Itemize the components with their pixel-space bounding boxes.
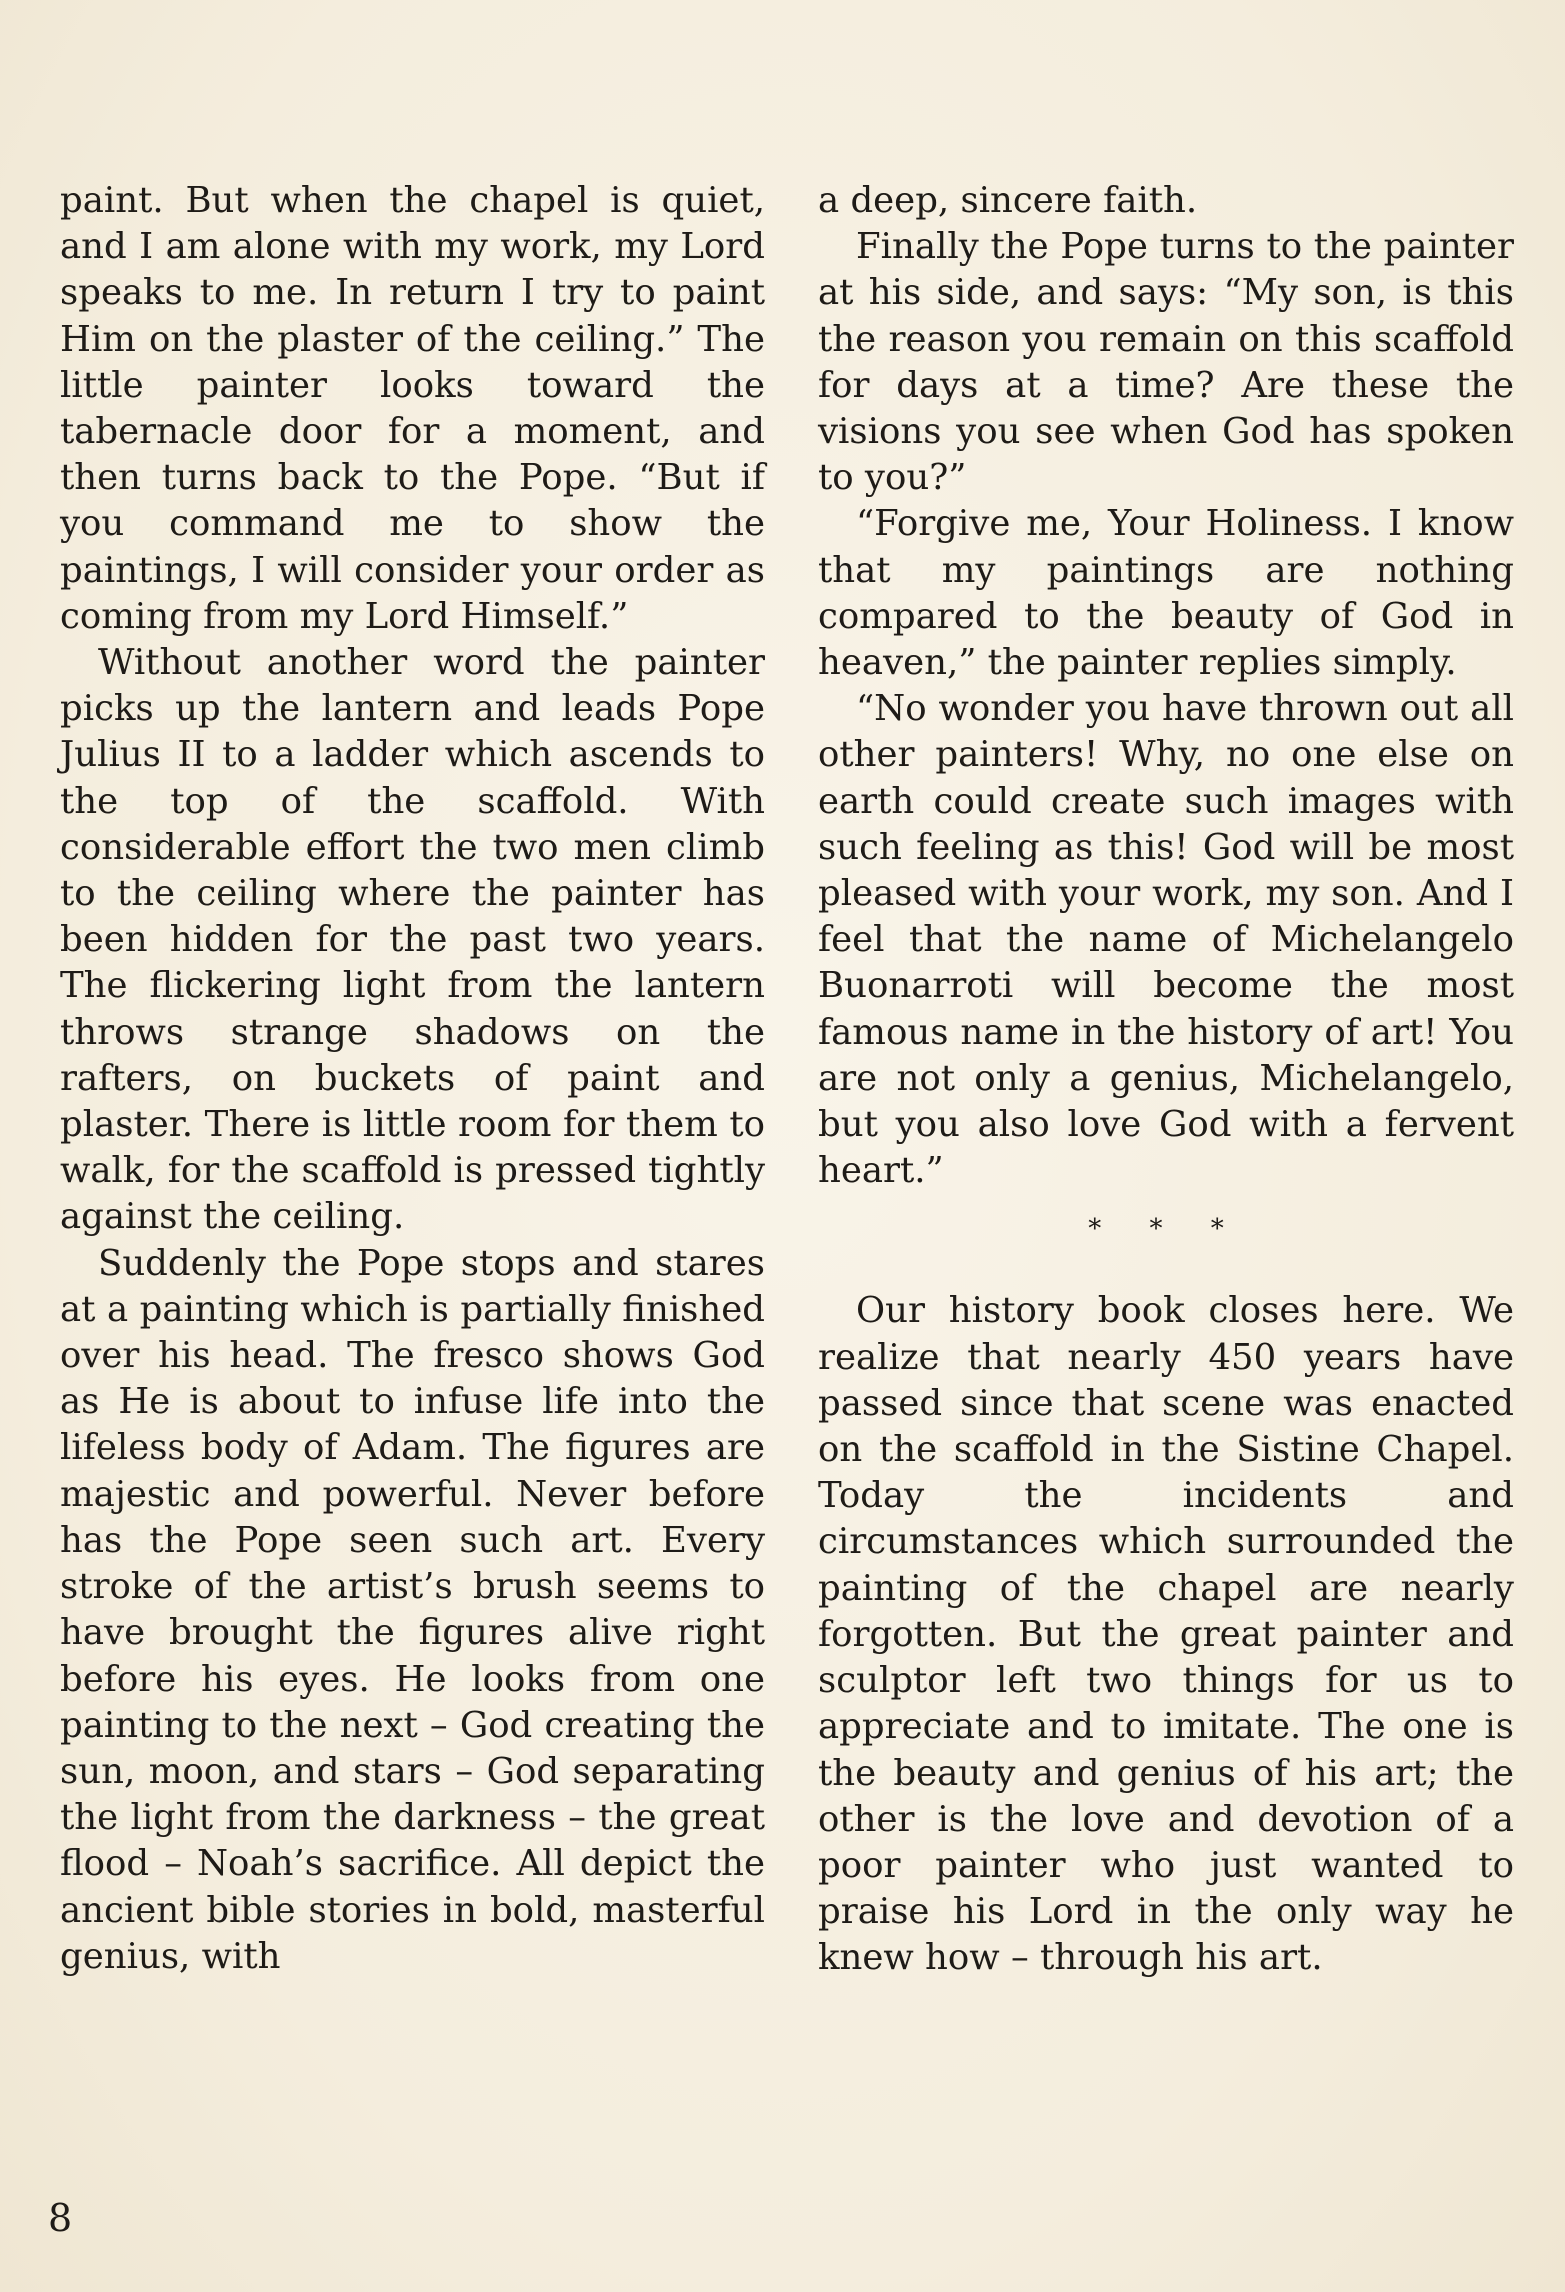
paragraph: Suddenly the Pope stops and stares at a painting which is partially finished over his head. The fresco shows God as He is about to infuse life into the lifeless body of Adam. The figures are majestic and powerful. Never before has the Pope seen such art. Every stroke of the artist’s brush seems to have brought the figures alive right before his eyes. He looks from one painting to the next – God creating the sun, moon, and stars – God separating the light from the darkness – the great flood – Noah’s sacrifice. All depict the ancient bible stories in bold, masterful genius, with	[60, 1242, 765, 1977]
page-number: 8	[48, 2196, 73, 2240]
paragraph: paint. But when the chapel is quiet, and I am alone with my work, my Lord speaks to me. In return I try to paint Him on the plaster of the ceiling.” The little painter looks toward the tabernacle door for a moment, and then turns back to the Pope. “But if you command me to show the paintings, I will consider your order as coming from my Lord Himself.”	[60, 180, 765, 637]
closing-paragraph: Our history book closes here. We realize that nearly 450 years have passed since that scene was enacted on the scaffold in the Sistine Chapel. Today the incidents and circumstances which surrounded the painting of the chapel are nearly forgotten. But the great painter and sculptor left two things for us to appreciate and to imitate. The one is the beauty and genius of his art; the other is the love and devotion of a poor painter who just wanted to praise his Lord in the only way he knew how – through his art.	[818, 1290, 1514, 1979]
paragraph: Finally the Pope turns to the painter at his side, and says: “My son, is this the reason you remain on this scaffold for days at a time? Are these the visions you see when God has spoken to you?”	[818, 226, 1514, 499]
paragraph: Without another word the painter picks up the lantern and leads Pope Julius II to a ladder which ascends to the top of the scaffold. With considerable effort the two men climb to the ceiling where the painter has been hidden for the past two years. The flickering light from the lantern throws strange shadows on the rafters, on buckets of paint and plaster. There is little room for them to walk, for the scaffold is pressed tightly against the ceiling.	[60, 642, 765, 1238]
left-text-column	[60, 178, 765, 1980]
paragraph: “No wonder you have thrown out all other painters! Why, no one else on earth could create such images with such feeling as this! God will be most pleased with your work, my son. And I feel that the name of Michelangelo Buonarroti will become the most famous name in the history of art! You are not only a genius, Michelangelo, but you also love God with a fervent heart.”	[818, 688, 1514, 1192]
right-text-column	[818, 178, 1514, 1982]
section-separator: * * *	[1088, 1214, 1244, 1245]
paragraph: “Forgive me, Your Holiness. I know that my paintings are nothing compared to the beauty of God in heaven,” the painter replies simply.	[818, 503, 1514, 684]
paragraph: a deep, sincere faith.	[818, 180, 1198, 221]
